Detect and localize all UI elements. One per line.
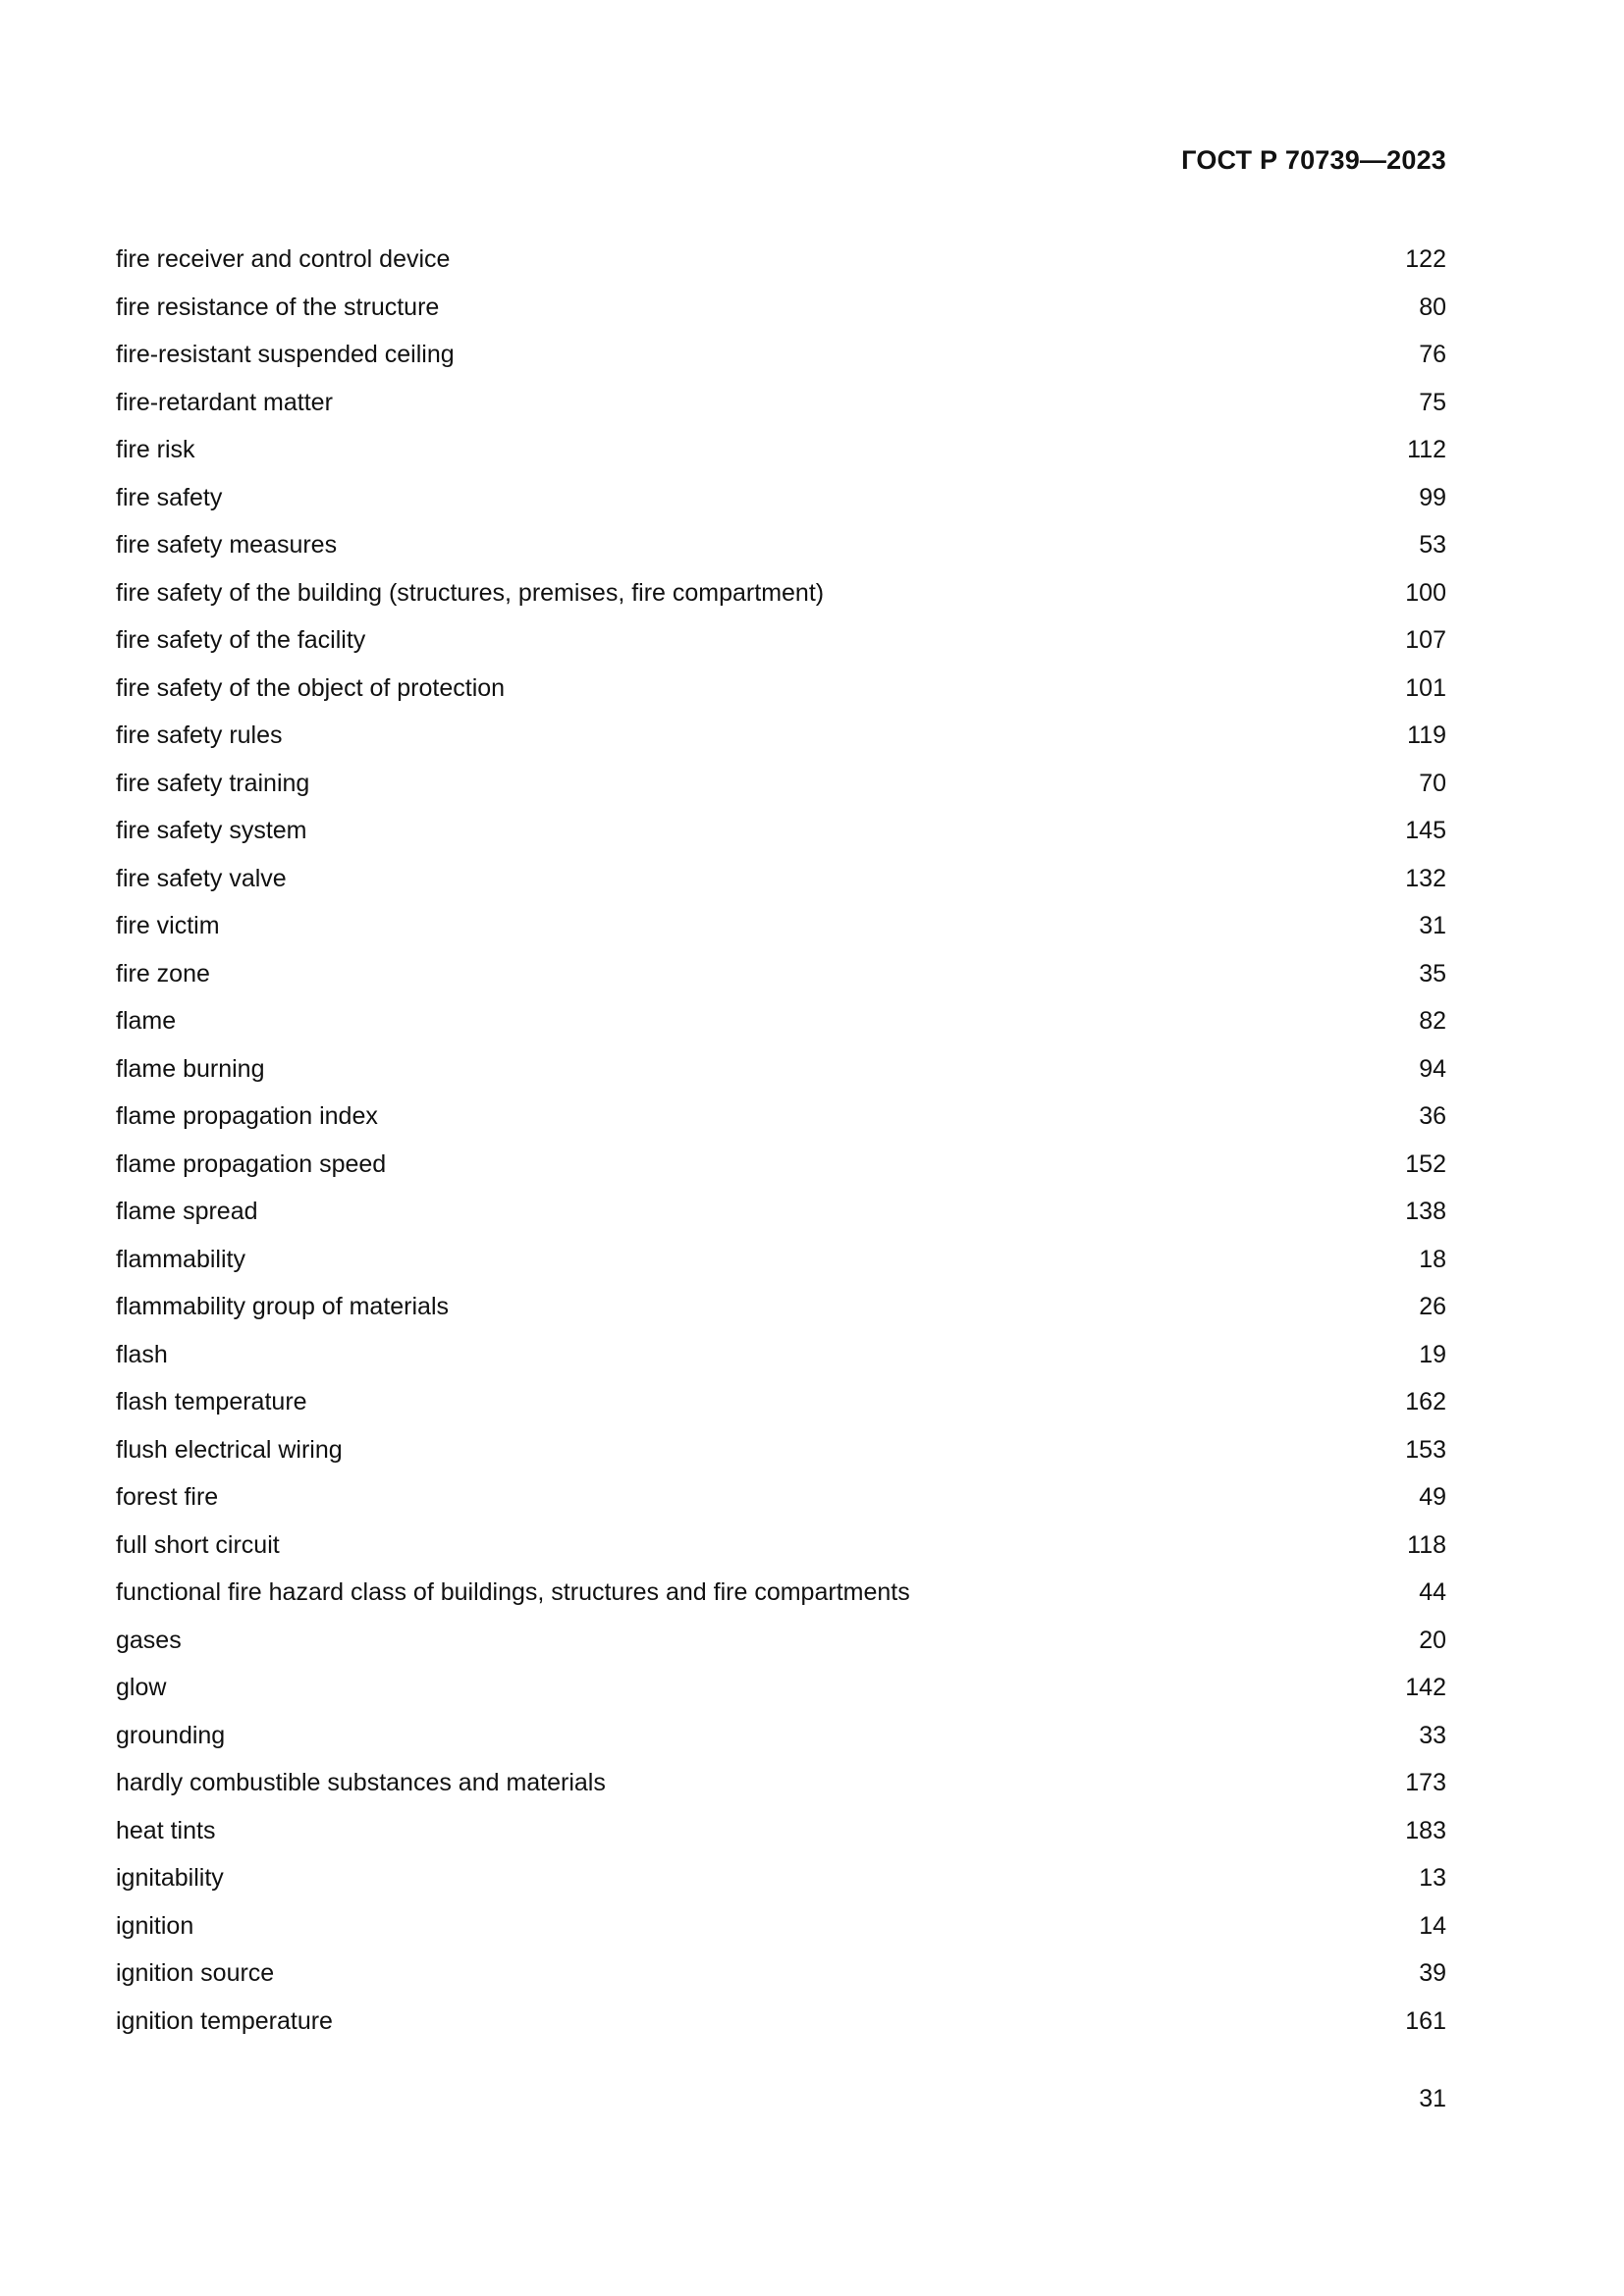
index-row: [116, 1811, 1446, 1859]
index-row: [116, 1192, 1446, 1240]
index-row: [116, 1525, 1446, 1574]
index-term: flame propagation speed: [116, 1149, 387, 1178]
index-term: gases: [116, 1626, 182, 1654]
index-term: ignition temperature: [116, 2006, 333, 2035]
index-number: 53: [1419, 531, 1446, 559]
index-term: fire-resistant suspended ceiling: [116, 341, 455, 368]
index-term: flash temperature: [116, 1388, 307, 1415]
index-number: 100: [1405, 578, 1446, 607]
index-number: 49: [1419, 1483, 1446, 1511]
index-row: [116, 1430, 1446, 1478]
index-row: [116, 573, 1446, 621]
index-number: 138: [1405, 1198, 1446, 1225]
index-term: ignition: [116, 1911, 194, 1940]
index-term: fire safety training: [116, 769, 310, 797]
index-number: 39: [1419, 1959, 1446, 1987]
index-row: [116, 2002, 1446, 2050]
index-number: 80: [1419, 293, 1446, 321]
index-term: fire safety of the facility: [116, 626, 366, 654]
index-row: [116, 1906, 1446, 1954]
index-row: [116, 1335, 1446, 1383]
index-term: forest fire: [116, 1483, 219, 1511]
index-row: [116, 859, 1446, 907]
index-row: [116, 240, 1446, 288]
index-number: 33: [1419, 1721, 1446, 1749]
index-term: fire safety measures: [116, 531, 338, 559]
index-row: [116, 430, 1446, 478]
index-term: fire zone: [116, 959, 210, 988]
index-term: fire-retardant matter: [116, 388, 333, 416]
index-row: [116, 1716, 1446, 1764]
index-number: 35: [1419, 959, 1446, 988]
index-number: 101: [1405, 673, 1446, 702]
index-term: fire victim: [116, 912, 220, 939]
index-number: 36: [1419, 1102, 1446, 1130]
index-row: [116, 478, 1446, 526]
index-term: full short circuit: [116, 1530, 280, 1559]
index-row: [116, 668, 1446, 717]
index-term: ignitability: [116, 1864, 224, 1892]
index-number: 70: [1419, 769, 1446, 797]
index-row: [116, 1240, 1446, 1288]
index-term: ignition source: [116, 1959, 275, 1987]
index-number: 142: [1405, 1674, 1446, 1701]
index-term: heat tints: [116, 1816, 216, 1844]
index-term: grounding: [116, 1721, 226, 1749]
index-term: fire safety rules: [116, 721, 283, 749]
index-number: 13: [1419, 1864, 1446, 1892]
index-term: fire safety of the building (structures, premises, fire compartment): [116, 578, 825, 607]
index-row: [116, 1668, 1446, 1716]
index-term: flame burning: [116, 1054, 265, 1083]
index-number: 112: [1407, 436, 1446, 463]
index-row: [116, 1858, 1446, 1906]
index-number: 119: [1407, 721, 1446, 749]
index-term: flush electrical wiring: [116, 1435, 343, 1464]
index-row: [116, 335, 1446, 383]
index-term: flame: [116, 1007, 177, 1035]
index-term: glow: [116, 1674, 167, 1701]
index-row: [116, 288, 1446, 336]
index-term: functional fire hazard class of buildings, structures and fire compartments: [116, 1578, 910, 1606]
index-number: 183: [1405, 1816, 1446, 1844]
index-row: [116, 954, 1446, 1002]
index-term: flammability group of materials: [116, 1293, 450, 1320]
index-row: [116, 1287, 1446, 1335]
index-row: [116, 1145, 1446, 1193]
index-number: 94: [1419, 1054, 1446, 1083]
index-number: 122: [1405, 245, 1446, 273]
document-header: ГОСТ Р 70739—2023: [1181, 145, 1446, 175]
index-row: [116, 1621, 1446, 1669]
index-row: [116, 906, 1446, 954]
index-term: flash: [116, 1340, 168, 1368]
index-number: 99: [1419, 483, 1446, 511]
index-row: [116, 764, 1446, 812]
index-number: 153: [1405, 1435, 1446, 1464]
index-row: [116, 1573, 1446, 1621]
index-number: 19: [1419, 1340, 1446, 1368]
index-number: 14: [1419, 1911, 1446, 1940]
index-row: [116, 811, 1446, 859]
index-row: [116, 716, 1446, 764]
index-number: 152: [1405, 1149, 1446, 1178]
index-number: 76: [1419, 341, 1446, 368]
index-term: fire safety system: [116, 817, 307, 844]
index-term: fire receiver and control device: [116, 245, 451, 273]
index-row: [116, 620, 1446, 668]
index-row: [116, 1382, 1446, 1430]
index-term: flammability: [116, 1245, 245, 1273]
index-row: [116, 1096, 1446, 1145]
index-number: 173: [1405, 1769, 1446, 1796]
index-row: [116, 383, 1446, 431]
index-number: 26: [1419, 1293, 1446, 1320]
index-row: [116, 1477, 1446, 1525]
index-term: flame spread: [116, 1198, 258, 1225]
index-row: [116, 1763, 1446, 1811]
index-number: 75: [1419, 388, 1446, 416]
index-number: 145: [1405, 817, 1446, 844]
index-term: hardly combustible substances and materials: [116, 1769, 606, 1796]
index-number: 20: [1419, 1626, 1446, 1654]
index-number: 132: [1405, 864, 1446, 892]
index-row: [116, 1953, 1446, 2002]
index-term: fire risk: [116, 436, 195, 463]
index-number: 31: [1419, 912, 1446, 939]
index-term: fire safety valve: [116, 864, 287, 892]
index-row: [116, 525, 1446, 573]
index-number: 118: [1407, 1530, 1446, 1559]
index-number: 107: [1405, 626, 1446, 654]
page-number: 31: [1419, 2085, 1446, 2112]
index-term: flame propagation index: [116, 1102, 378, 1130]
index-term: fire safety: [116, 483, 223, 511]
index-number: 162: [1405, 1388, 1446, 1415]
index-number: 161: [1405, 2006, 1446, 2035]
index-row: [116, 1001, 1446, 1049]
index-row: [116, 1049, 1446, 1097]
index-term: fire resistance of the structure: [116, 293, 440, 321]
index-number: 18: [1419, 1245, 1446, 1273]
index-number: 82: [1419, 1007, 1446, 1035]
index-term: fire safety of the object of protection: [116, 673, 506, 702]
index-number: 44: [1419, 1578, 1446, 1606]
alphabetical-index: [116, 240, 1446, 2049]
